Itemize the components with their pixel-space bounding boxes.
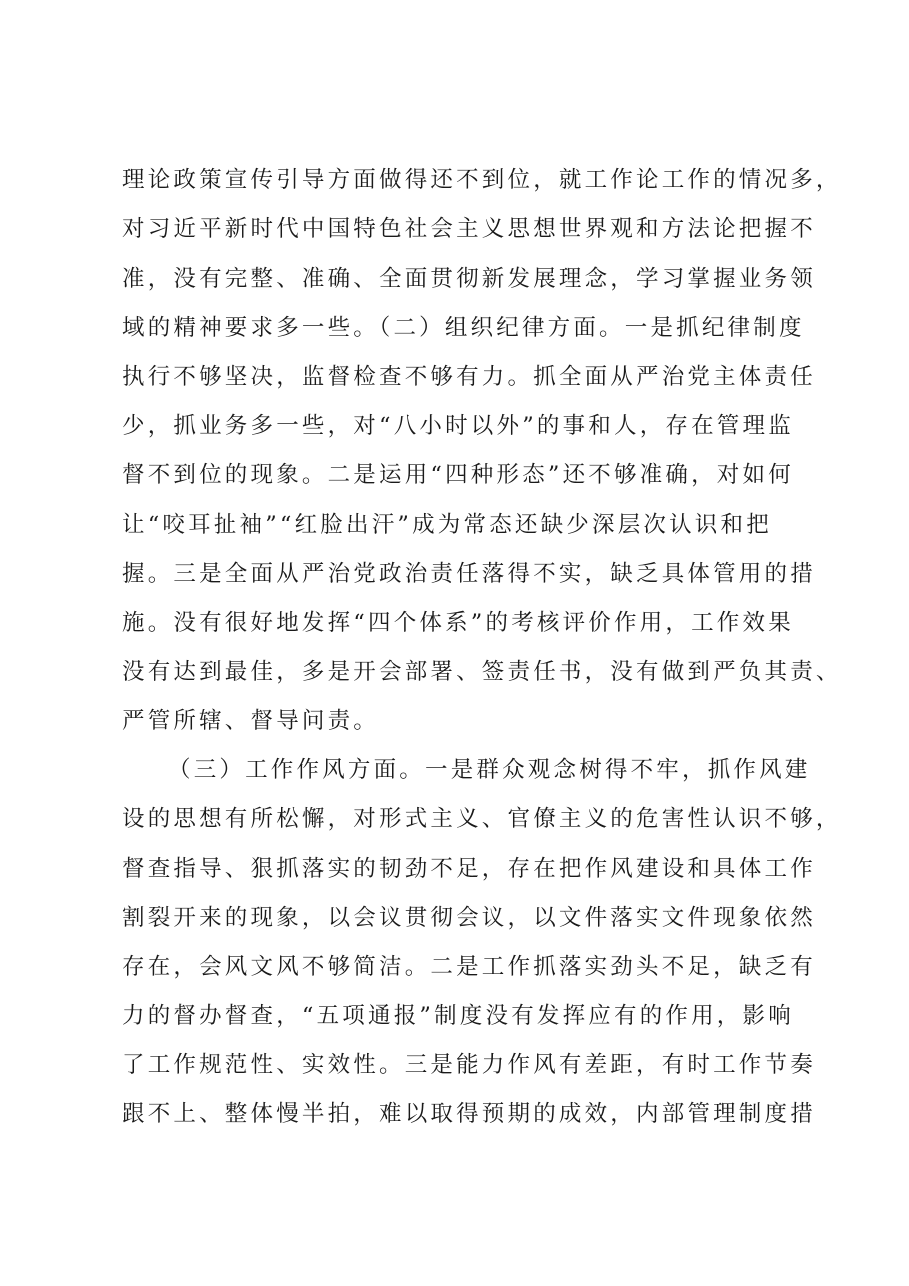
paragraph-2-line-1: （三）工作作风方面。一是群众观念树得不牢，抓作风建	[168, 757, 811, 783]
paragraph-2-line-2: 设的思想有所松懈，对形式主义、官僚主义的危害性认识不够，	[122, 806, 842, 832]
paragraph-1-line-7: 督不到位的现象。二是运用“四种形态”还不够准确，对如何	[122, 462, 794, 488]
paragraph-2-line-5: 存在，会风文风不够简洁。二是工作抓落实劲头不足，缺乏有	[122, 954, 816, 980]
paragraph-1-line-10: 施。没有很好地发挥“四个体系”的考核评价作用，工作效果	[122, 610, 794, 636]
paragraph-1-line-8: 让“咬耳扯袖”“红脸出汗”成为常态还缺少深层次认识和把	[122, 512, 772, 538]
paragraph-2-line-6: 力的督办督查，“五项通报”制度没有发挥应有的作用，影响	[122, 1003, 794, 1029]
paragraph-1-line-5: 执行不够坚决，监督检查不够有力。抓全面从严治党主体责任	[122, 364, 816, 390]
paragraph-1-line-11: 没有达到最佳，多是开会部署、签责任书，没有做到严负其责、	[122, 659, 842, 685]
paragraph-2-line-4: 割裂开来的现象，以会议贯彻会议，以文件落实文件现象依然	[122, 905, 816, 931]
paragraph-1-line-2: 对习近平新时代中国特色社会主义思想世界观和方法论把握不	[122, 216, 816, 242]
paragraph-1-line-12: 严管所辖、督导问责。	[122, 708, 380, 734]
paragraph-1-line-1: 理论政策宣传引导方面做得还不到位，就工作论工作的情况多，	[122, 167, 842, 193]
paragraph-2-line-8: 跟不上、整体慢半拍，难以取得预期的成效，内部管理制度措	[122, 1101, 816, 1127]
paragraph-1-line-4: 域的精神要求多一些。（二）组织纪律方面。一是抓纪律制度	[122, 315, 805, 341]
paragraph-1-line-6: 少，抓业务多一些，对“八小时以外”的事和人，存在管理监	[122, 413, 794, 439]
paragraph-2-line-3: 督查指导、狠抓落实的韧劲不足，存在把作风建设和具体工作	[122, 856, 816, 882]
paragraph-2-line-7: 了工作规范性、实效性。三是能力作风有差距，有时工作节奏	[122, 1052, 816, 1078]
paragraph-1-line-9: 握。三是全面从严治党政治责任落得不实，缺乏具体管用的措	[122, 561, 816, 587]
paragraph-1-line-3: 准，没有完整、准确、全面贯彻新发展理念，学习掌握业务领	[122, 266, 816, 292]
